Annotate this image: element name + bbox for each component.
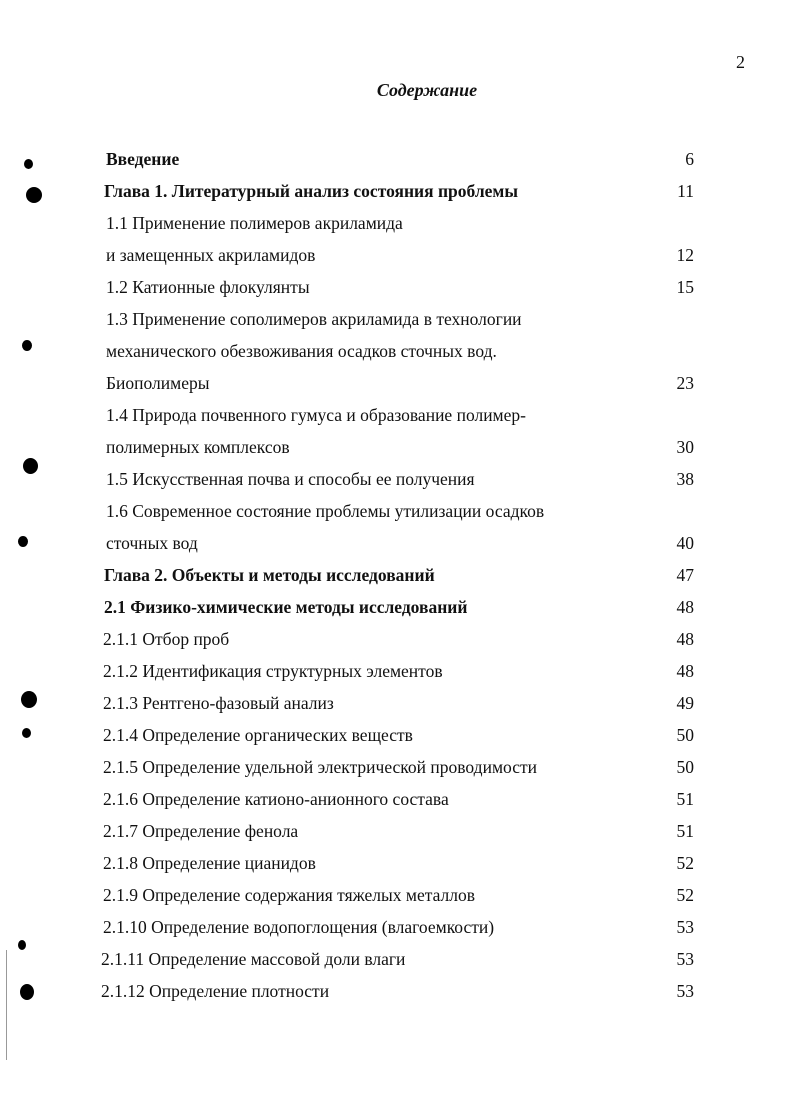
toc-entry-text: 2.1.5 Определение удельной электрической проводимости bbox=[103, 757, 537, 777]
toc-entry-page: 52 bbox=[676, 853, 694, 873]
toc-entry-text: Глава 1. Литературный анализ состояния проблемы bbox=[104, 181, 519, 201]
toc-entry-page: 52 bbox=[676, 885, 694, 905]
toc-entry-text: 1.6 Современное состояние проблемы утилизации осадков bbox=[106, 501, 545, 521]
toc-entry-text: 1.4 Природа почвенного гумуса и образование полимер- bbox=[106, 405, 526, 425]
page-title: Содержание bbox=[376, 80, 478, 100]
toc-entry-page: 11 bbox=[677, 181, 694, 201]
toc-entry-text: 1.2 Катионные флокулянты bbox=[106, 277, 310, 297]
toc-entry-text: механического обезвоживания осадков сточных вод. bbox=[106, 341, 497, 361]
toc-entry-text: Биополимеры bbox=[106, 373, 210, 393]
toc-entry-text: 1.1 Применение полимеров акриламида bbox=[106, 213, 403, 233]
toc-entry-page: 15 bbox=[676, 277, 694, 297]
toc-entry-page: 23 bbox=[676, 373, 694, 393]
toc-entry-text: 2.1.10 Определение водопоглощения (влагоемкости) bbox=[103, 917, 495, 937]
toc-entry-text: Глава 2. Объекты и методы исследований bbox=[104, 565, 435, 585]
toc-entry-page: 50 bbox=[676, 757, 694, 777]
toc-entry-text: и замещенных акриламидов bbox=[106, 245, 316, 265]
toc-entry-page: 40 bbox=[676, 533, 694, 553]
toc-entry-text: 1.5 Искусственная почва и способы ее получения bbox=[106, 469, 475, 489]
toc-entry-text: 2.1.6 Определение катионо-анионного состава bbox=[103, 789, 449, 809]
toc-entry-text: 2.1.3 Рентгено-фазовый анализ bbox=[103, 693, 334, 713]
toc-entry-text: 1.3 Применение сополимеров акриламида в технологии bbox=[106, 309, 522, 329]
toc-entry-text: 2.1.1 Отбор проб bbox=[103, 629, 230, 649]
toc-entry-text: 2.1.8 Определение цианидов bbox=[103, 853, 316, 873]
toc-entry-page: 53 bbox=[676, 917, 694, 937]
toc-entry-page: 48 bbox=[676, 629, 694, 649]
toc-entry-page: 47 bbox=[676, 565, 694, 585]
toc-entry-text: 2.1.2 Идентификация структурных элементов bbox=[103, 661, 443, 681]
toc-entry-text: сточных вод bbox=[106, 533, 198, 553]
toc-entry-page: 53 bbox=[676, 949, 694, 969]
toc-entry-page: 6 bbox=[685, 149, 694, 169]
toc-entry-text: Введение bbox=[106, 149, 180, 169]
page-number: 2 bbox=[736, 52, 745, 72]
toc-entry-page: 53 bbox=[676, 981, 694, 1001]
toc-entry-page: 49 bbox=[676, 693, 694, 713]
toc-entry-text: 2.1.12 Определение плотности bbox=[101, 981, 330, 1001]
toc-entry-page: 51 bbox=[676, 789, 694, 809]
toc-entry-text: полимерных комплексов bbox=[106, 437, 290, 457]
toc-entry-text: 2.1.4 Определение органических веществ bbox=[103, 725, 413, 745]
toc-entry-text: 2.1.7 Определение фенола bbox=[103, 821, 299, 841]
toc-entry-text: 2.1.11 Определение массовой доли влаги bbox=[101, 949, 406, 969]
toc-entry-text: 2.1.9 Определение содержания тяжелых металлов bbox=[103, 885, 475, 905]
toc-entry-page: 48 bbox=[676, 661, 694, 681]
toc-entry-page: 50 bbox=[676, 725, 694, 745]
toc-entry-page: 38 bbox=[676, 469, 694, 489]
toc-entry-page: 12 bbox=[676, 245, 694, 265]
toc-entry-page: 51 bbox=[676, 821, 694, 841]
toc-entry-page: 30 bbox=[676, 437, 694, 457]
toc-entry-text: 2.1 Физико-химические методы исследований bbox=[104, 597, 468, 617]
toc-entry-page: 48 bbox=[676, 597, 694, 617]
